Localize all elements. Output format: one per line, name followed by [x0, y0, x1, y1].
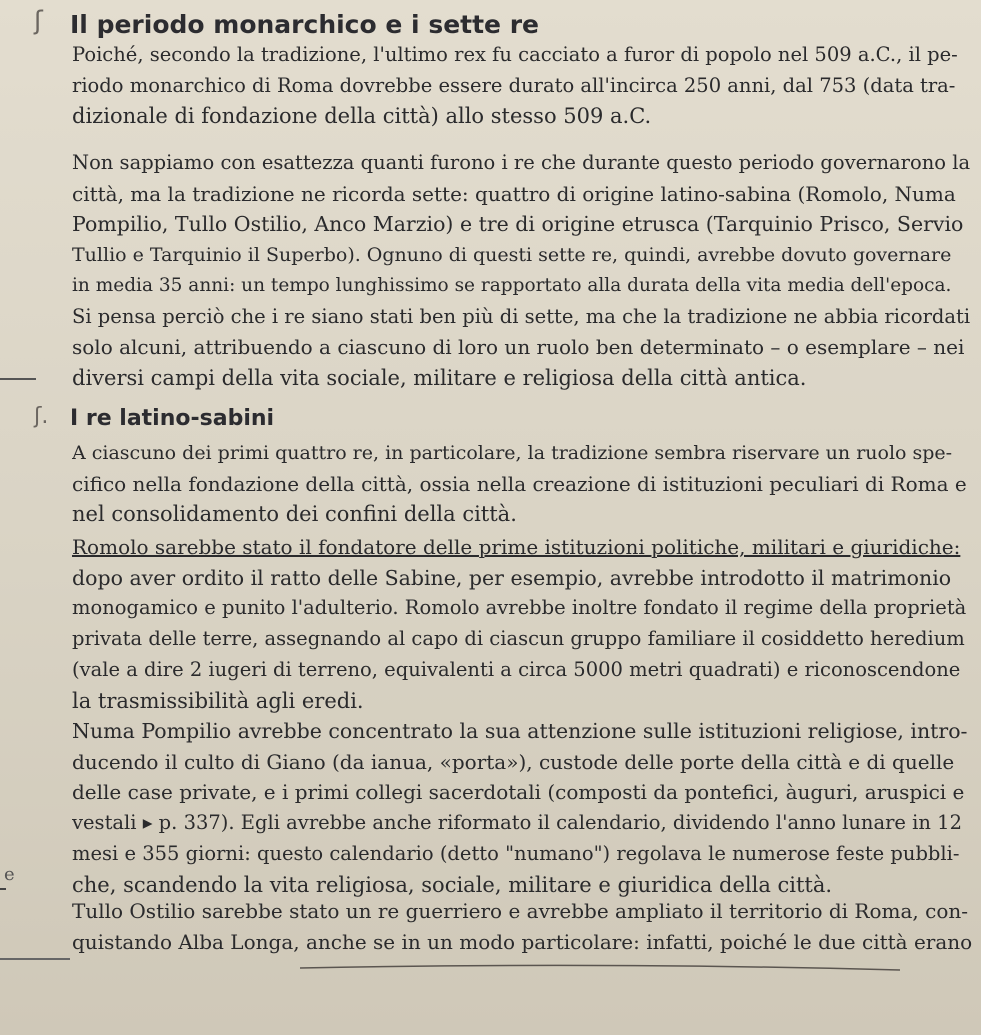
- text-line: Tullio e Tarquinio il Superbo). Ognuno di questi sette re, quindi, avrebbe dovuto governare: [72, 244, 952, 267]
- text-line: cifico nella fondazione della città, ossia nella creazione di istituzioni peculiari di Roma e: [72, 471, 967, 496]
- text-line: città, ma la tradizione ne ricorda sette: quattro di origine latino-sabina (Romolo, Numa: [72, 181, 956, 206]
- text-line: riodo monarchico di Roma dovrebbe essere durato all'incirca 250 anni, dal 753 (data tra-: [72, 73, 956, 97]
- text-line: ducendo il culto di Giano (da ianua, «porta»), custode delle porte della città e di quelle: [72, 749, 955, 774]
- pencil-rule: [0, 958, 70, 960]
- paragraph: [72, 438, 972, 530]
- text-line: (vale a dire 2 iugeri di terreno, equivalenti a circa 5000 metri quadrati) e riconoscendone: [72, 657, 961, 681]
- text-line: Numa Pompilio avrebbe concentrato la sua attenzione sulle istituzioni religiose, intro-: [72, 719, 968, 743]
- text-line: A ciascuno dei primi quattro re, in particolare, la tradizione sembra riservare un ruolo spe-: [72, 442, 953, 464]
- paragraph: [72, 716, 972, 900]
- paragraph: [72, 148, 972, 394]
- text-line: in media 35 anni: un tempo lunghissimo se rapportato alla durata della vita media dell'epoca.: [72, 274, 952, 296]
- section-title: Il periodo monarchico e i sette re: [70, 10, 539, 39]
- text-line: solo alcuni, attribuendo a ciascuno di loro un ruolo ben determinato – o esemplare – nei: [72, 335, 965, 360]
- text-line: diversi campi della vita sociale, militare e religiosa della città antica.: [72, 365, 807, 390]
- text-line: Romolo sarebbe stato il fondatore delle prime istituzioni politiche, militari e giuridiche:: [72, 535, 961, 559]
- pencil-mark-icon: ʃ: [34, 6, 43, 36]
- text-line: la trasmissibilità agli eredi.: [72, 688, 364, 713]
- text-line: dopo aver ordito il ratto delle Sabine, per esempio, avrebbe introdotto il matrimonio: [72, 565, 952, 590]
- paragraph: [72, 896, 972, 957]
- pencil-curve: [300, 962, 900, 1002]
- text-line: Pompilio, Tullo Ostilio, Anco Marzio) e tre di origine etrusca (Tarquinio Prisco, Servio: [72, 212, 964, 237]
- text-line: Poiché, secondo la tradizione, l'ultimo rex fu cacciato a furor di popolo nel 509 a.C., il pe-: [72, 43, 958, 66]
- text-line: dizionale di fondazione della città) allo stesso 509 a.C.: [72, 104, 652, 129]
- margin-tick: [0, 888, 6, 890]
- text-line: monogamico e punito l'adulterio. Romolo avrebbe inoltre fondato il regime della proprietà: [72, 596, 967, 620]
- section-title: I re latino-sabini: [70, 406, 275, 431]
- pencil-mark-icon: ʃ.: [34, 404, 49, 429]
- text-line: privata delle terre, assegnando al capo di ciascun gruppo familiare il cosiddetto heredium: [72, 627, 965, 651]
- pencil-rule: [0, 378, 36, 380]
- paragraph: [72, 532, 972, 716]
- text-line: Non sappiamo con esattezza quanti furono i re che durante questo periodo governarono la: [72, 151, 971, 174]
- text-line: nel consolidamento dei confini della città.: [72, 502, 517, 527]
- text-line: Si pensa perciò che i re siano stati ben più di sette, ma che la tradizione ne abbia ricordati: [72, 304, 971, 328]
- text-line: Tullo Ostilio sarebbe stato un re guerriero e avrebbe ampliato il territorio di Roma, con-: [72, 899, 969, 923]
- paragraph: [72, 40, 972, 132]
- text-line: delle case private, e i primi collegi sacerdotali (composti da pontefici, àuguri, aruspici e: [72, 780, 965, 805]
- text-line: che, scandendo la vita religiosa, sociale, militare e giuridica della città.: [72, 872, 833, 897]
- margin-letter: e: [4, 864, 15, 885]
- text-line: mesi e 355 giorni: questo calendario (detto "numano") regolava le numerose feste pubbli-: [72, 841, 960, 865]
- text-line: vestali ▸ p. 337). Egli avrebbe anche riformato il calendario, dividendo l'anno lunare in 12: [72, 811, 962, 835]
- text-line: quistando Alba Longa, anche se in un modo particolare: infatti, poiché le due città erano: [72, 929, 972, 954]
